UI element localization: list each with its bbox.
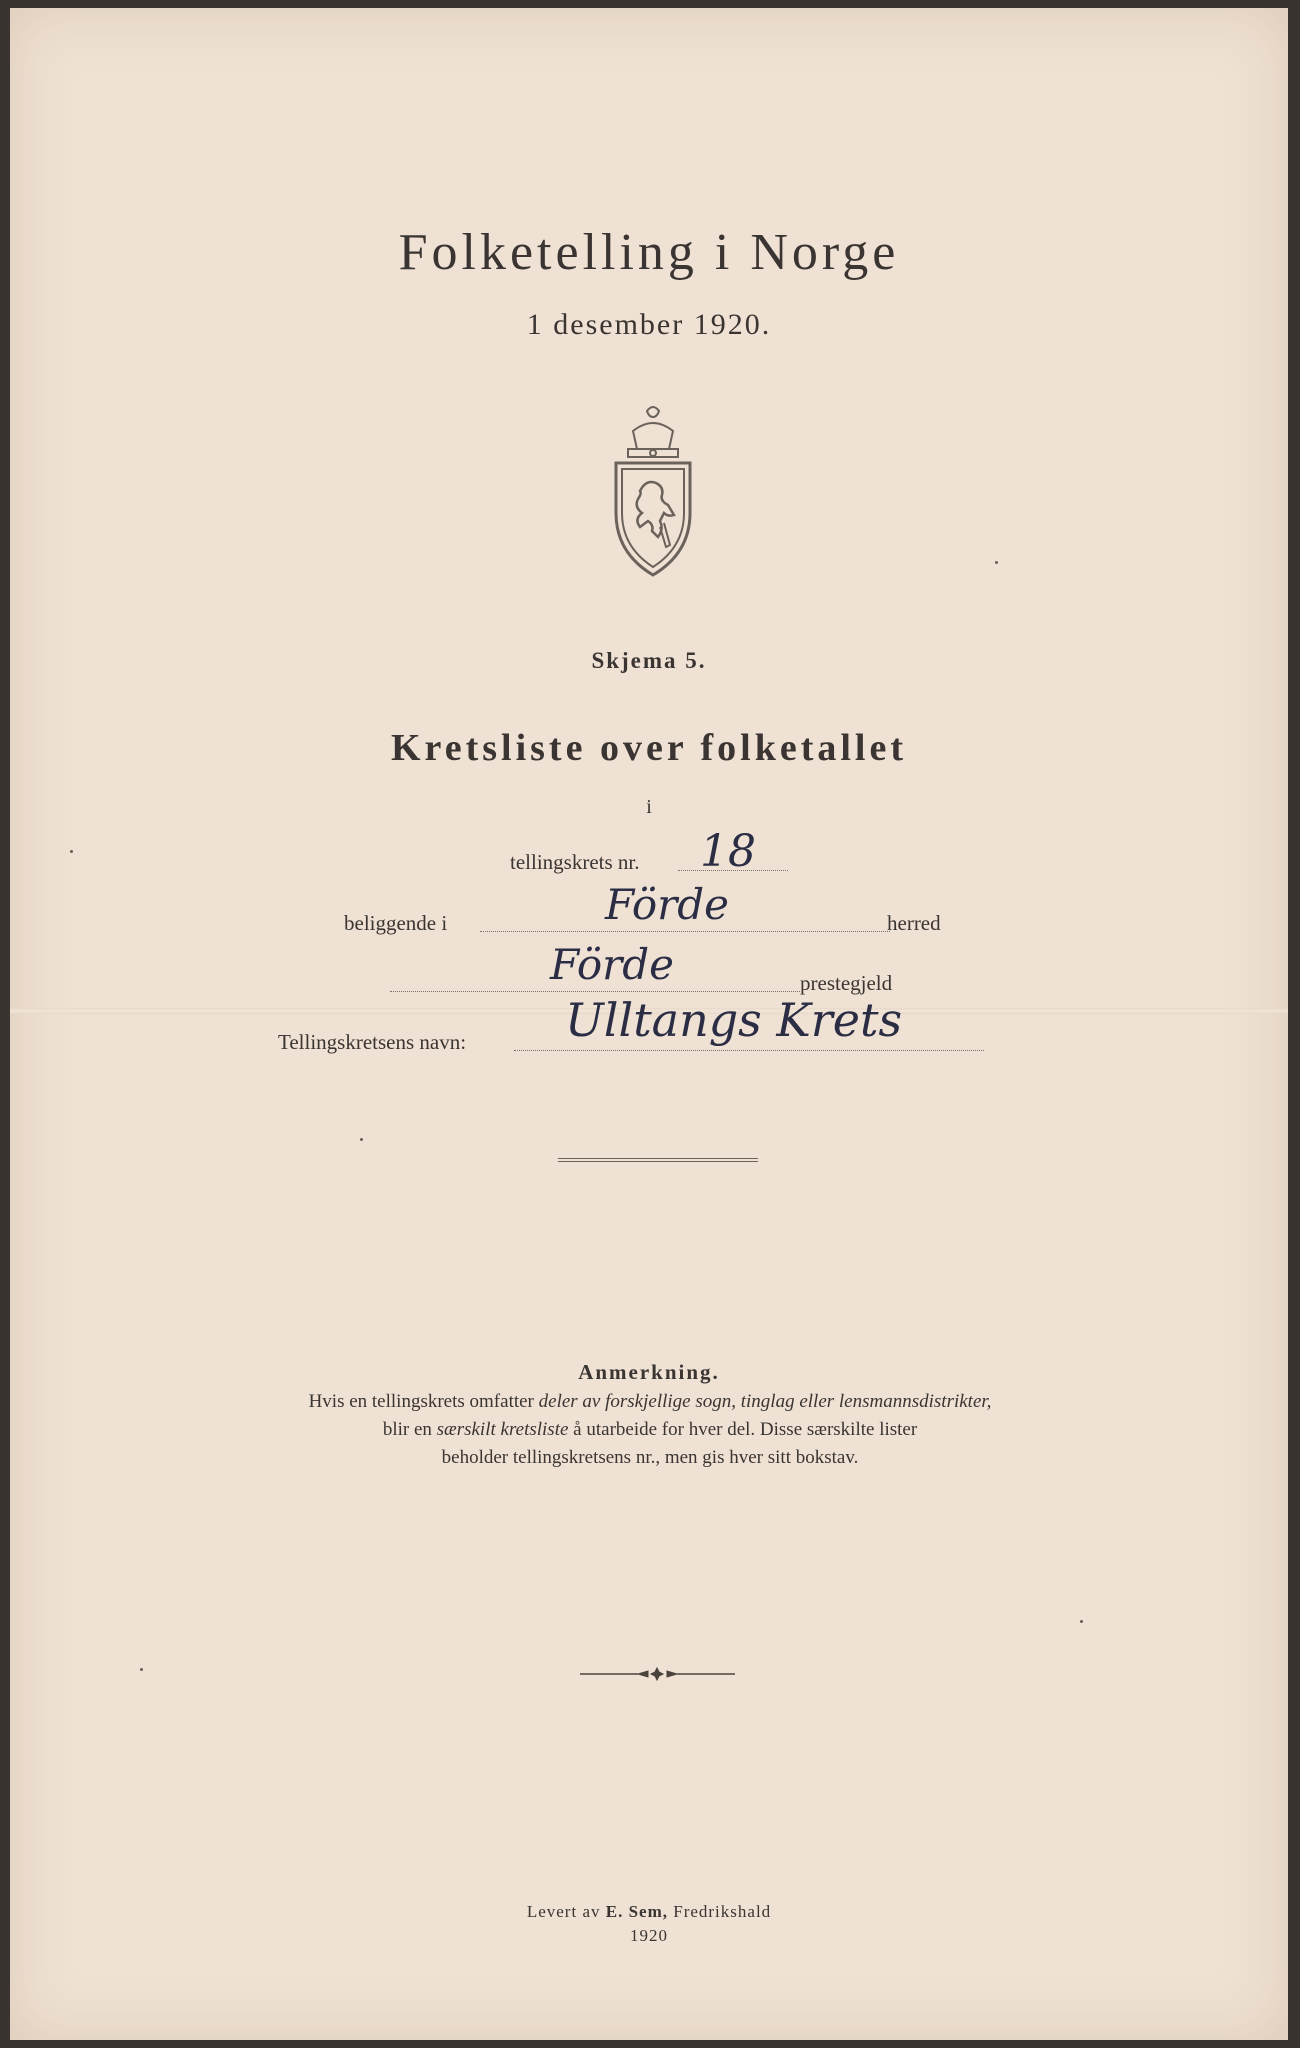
ornament-divider-icon xyxy=(580,1666,735,1682)
beliggende-label: beliggende i xyxy=(344,911,448,935)
paper-speck xyxy=(1080,1620,1083,1623)
paper-speck xyxy=(360,1138,363,1141)
note-line-1: Hvis en tellingskrets omfatter deler av forskjellige sogn, tinglag eller lensmannsdistrikter, xyxy=(308,1391,992,1412)
note-title: Anmerkning. xyxy=(578,1360,720,1384)
navn-label: Tellingskretsens navn: xyxy=(278,1030,467,1054)
schema-number: Skjema 5. xyxy=(591,648,707,673)
section-divider xyxy=(558,1158,758,1162)
note-body xyxy=(140,1388,1160,1472)
form-heading: Kretsliste over folketallet xyxy=(390,727,908,769)
note-line-2: blir en særskilt kretsliste å utarbeide for hver del. Disse særskilte lister xyxy=(382,1419,918,1440)
heading-connector: i xyxy=(646,796,652,818)
paper-speck xyxy=(995,561,998,564)
herred-handwritten: Förde xyxy=(605,880,729,929)
prestegjeld-handwritten: Förde xyxy=(550,940,674,989)
paper-speck xyxy=(70,850,73,853)
printer-year: 1920 xyxy=(630,1926,668,1945)
document-title: Folketelling i Norge xyxy=(398,224,900,281)
printer-credit: Levert av E. Sem, Fredrikshald xyxy=(526,1902,772,1921)
navn-line xyxy=(514,1050,984,1051)
krets-label: tellingskrets nr. xyxy=(510,850,640,874)
navn-handwritten: Ulltangs Krets xyxy=(565,993,903,1047)
prestegjeld-line xyxy=(390,991,800,992)
herred-label: herred xyxy=(887,911,941,935)
paper-speck xyxy=(140,1668,143,1671)
census-form-page xyxy=(10,8,1288,2040)
note-line-3: beholder tellingskretsens nr., men gis hver sitt bokstav. xyxy=(441,1447,859,1468)
document-date: 1 desember 1920. xyxy=(526,308,772,341)
coat-of-arms-icon xyxy=(598,403,708,583)
prestegjeld-label: prestegjeld xyxy=(800,971,893,995)
krets-number-handwritten: 18 xyxy=(700,826,756,877)
herred-line xyxy=(480,931,890,932)
